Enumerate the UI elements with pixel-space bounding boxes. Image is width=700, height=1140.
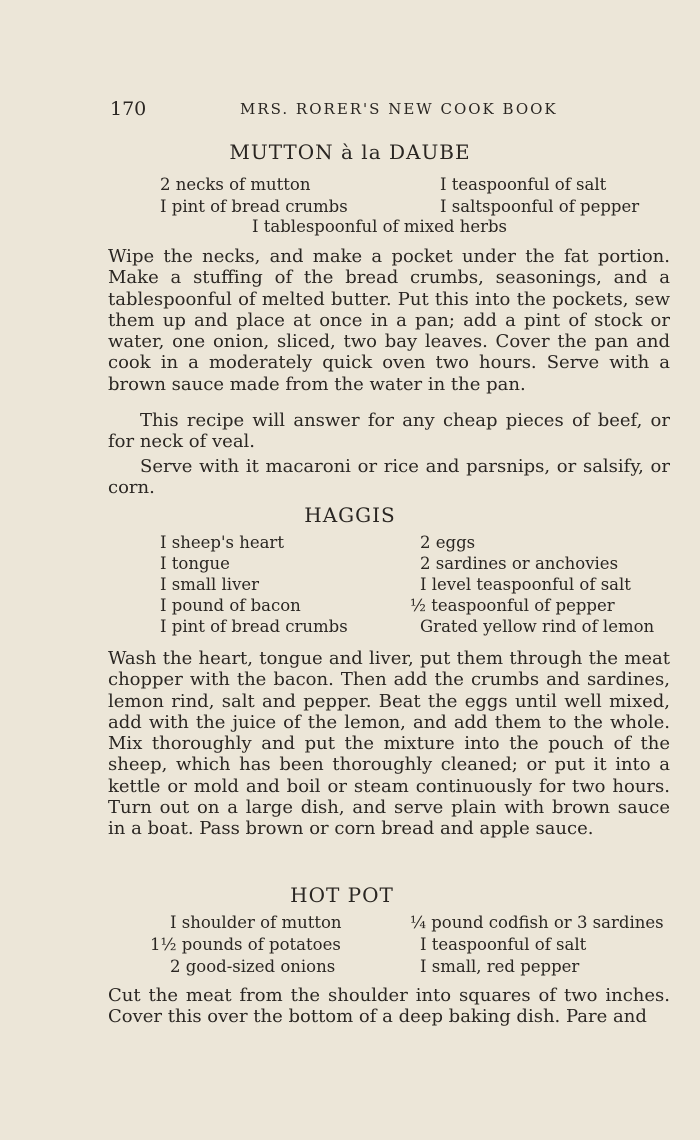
ingredient: I saltspoonful of pepper	[440, 197, 640, 216]
ingredient: I pound of bacon	[160, 596, 301, 615]
ingredient: ½ teaspoonful of pepper	[410, 596, 615, 615]
ingredient: 1½ pounds of potatoes	[150, 935, 341, 954]
ingredient: I shoulder of mutton	[170, 913, 342, 932]
ingredient: 2 sardines or anchovies	[420, 554, 619, 573]
page-header	[110, 98, 670, 124]
recipe-paragraph: Cut the meat from the shoulder into squares of two inches. Cover this over the bottom of a deep baking dish. Pare and	[108, 985, 670, 1028]
recipe-title-mutton: MUTTON à la DAUBE	[229, 140, 471, 164]
recipe-title-hotpot: HOT POT	[290, 883, 394, 907]
recipe-paragraph: Wash the heart, tongue and liver, put them through the meat chopper with the bacon. Then add the crumbs and sardines, lemon rind, salt and pepper. Beat the eggs until well mixed, add with the juice of the lemon, and add them to the whole. Mix thoroughly and put the mixture into the pouch of the sheep, which has been thoroughly cleaned; or put it into a kettle or mold and boil or steam continuously for two hours. Turn out on a large dish, and serve plain with brown sauce in a boat. Pass brown or corn bread and apple sauce.	[108, 648, 670, 840]
ingredient: 2 eggs	[420, 533, 476, 552]
running-head: MRS. RORER'S NEW COOK BOOK	[240, 100, 558, 118]
recipe-paragraph: Wipe the necks, and make a pocket under the fat portion. Make a stuffing of the bread crumbs, seasonings, and a tablespoonful of melted butter. Put this into the pockets, sew them up and place at once in a pan; add a pint of stock or water, one onion, sliced, two bay leaves. Cover the pan and cook in a moderately quick oven two hours. Serve with a brown sauce made from the water in the pan.	[108, 246, 670, 395]
ingredient: I level teaspoonful of salt	[420, 575, 631, 594]
ingredient: 2 good-sized onions	[170, 957, 336, 976]
ingredient: I small liver	[160, 575, 260, 594]
page-number: 170	[110, 98, 147, 120]
recipe-paragraph: Serve with it macaroni or rice and parsnips, or salsify, or corn.	[108, 456, 670, 499]
ingredient: 2 necks of mutton	[160, 175, 311, 194]
ingredient: I tablespoonful of mixed herbs	[252, 217, 508, 236]
ingredient: I sheep's heart	[160, 533, 284, 552]
ingredient: I small, red pepper	[420, 957, 580, 976]
recipe-title-haggis: HAGGIS	[304, 503, 396, 527]
ingredient: I teaspoonful of salt	[420, 935, 587, 954]
ingredient: I pint of bread crumbs	[160, 197, 348, 216]
ingredient: I tongue	[160, 554, 230, 573]
recipe-paragraph: This recipe will answer for any cheap pieces of beef, or for neck of veal.	[108, 410, 670, 453]
ingredient: I pint of bread crumbs	[160, 617, 348, 636]
ingredient: ¼ pound codfish or 3 sardines	[410, 913, 664, 932]
ingredient: Grated yellow rind of lemon	[420, 617, 655, 636]
ingredient: I teaspoonful of salt	[440, 175, 607, 194]
